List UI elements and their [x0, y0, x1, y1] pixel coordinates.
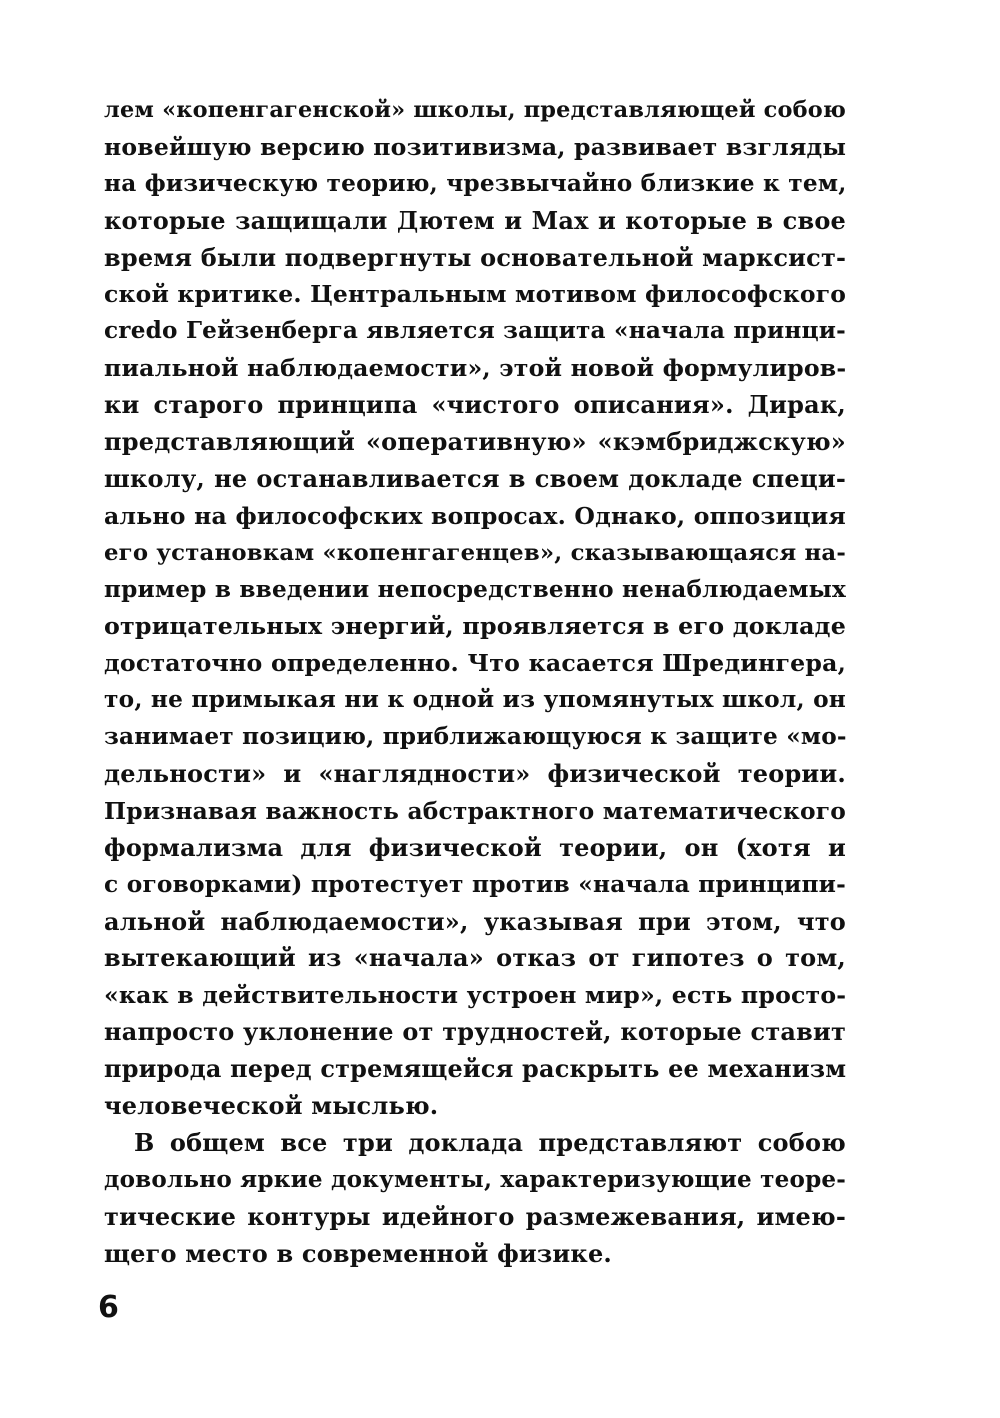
text-line: лем «копенгагенской» школы, представляющей собою — [104, 97, 847, 123]
text-line: вытекающий из «начала» отказ от гипотез о том, — [104, 943, 846, 973]
text-line: дельности» и «наглядности» физической теории. — [104, 759, 846, 789]
text-line: то, не примыкая ни к одной из упомянутых школ, он — [104, 686, 846, 714]
text-line: с оговорками) протестует против «начала принципи- — [104, 870, 846, 898]
text-line: тические контуры идейного размежевания, имею- — [104, 1201, 846, 1231]
text-line: школу, не останавливается в своем докладе специ- — [104, 463, 846, 493]
text-line: человеческой мыслью. — [104, 1091, 439, 1121]
text-line: новейшую версию позитивизма, развивает взгляды — [104, 132, 847, 161]
text-line: ки старого принципа «чистого описания». Дирак, — [104, 390, 846, 420]
text-line: напросто уклонение от трудностей, которые ставит — [104, 1017, 846, 1047]
page-number: 6 — [98, 1290, 119, 1325]
text-line: «как в действительности устроен мир», есть просто- — [104, 981, 847, 1010]
text-line: credo Гейзенберга является защита «начала принци- — [104, 317, 846, 345]
text-line: пиальной наблюдаемости», этой новой формулиров- — [104, 354, 847, 383]
text-line: занимает позицию, приближающуюся к защите «мо- — [104, 723, 847, 751]
text-line: щего место в современной физике. — [104, 1238, 612, 1268]
text-line: довольно яркие документы, характеризующие теоре- — [104, 1165, 847, 1193]
text-line: время были подвергнуты основательной марксист- — [104, 242, 847, 272]
text-line: Признавая важность абстрактного математического — [104, 796, 846, 825]
text-line: его установкам «копенгагенцев», сказывающаяся на- — [104, 539, 846, 566]
body-text — [104, 92, 846, 1273]
text-line: представляющий «оперативную» «кэмбриджскую» — [104, 427, 846, 457]
text-line: формализма для физической теории, он (хотя и — [104, 832, 846, 862]
text-line: отрицательных энергий, проявляется в его докладе — [104, 612, 846, 641]
paragraph-1 — [104, 92, 846, 1125]
text-line: природа перед стремящейся раскрыть ее механизм — [104, 1055, 847, 1084]
text-line: достаточно определенно. Что касается Шредингера, — [104, 649, 846, 678]
text-line: ской критике. Центральным мотивом философского — [104, 280, 847, 309]
text-line: на физическую теорию, чрезвычайно близкие к тем, — [104, 169, 847, 197]
text-line: ально на философских вопросах. Однако, оппозиция — [104, 501, 846, 530]
text-line: альной наблюдаемости», указывая при этом, что — [104, 906, 846, 936]
text-line: которые защищали Дютем и Мах и которые в свое — [104, 205, 846, 235]
text-line: В общем все три доклада представляют собою — [134, 1127, 846, 1157]
text-line: пример в введении непосредственно ненаблюдаемых — [104, 575, 847, 603]
paragraph-2 — [104, 1125, 846, 1273]
